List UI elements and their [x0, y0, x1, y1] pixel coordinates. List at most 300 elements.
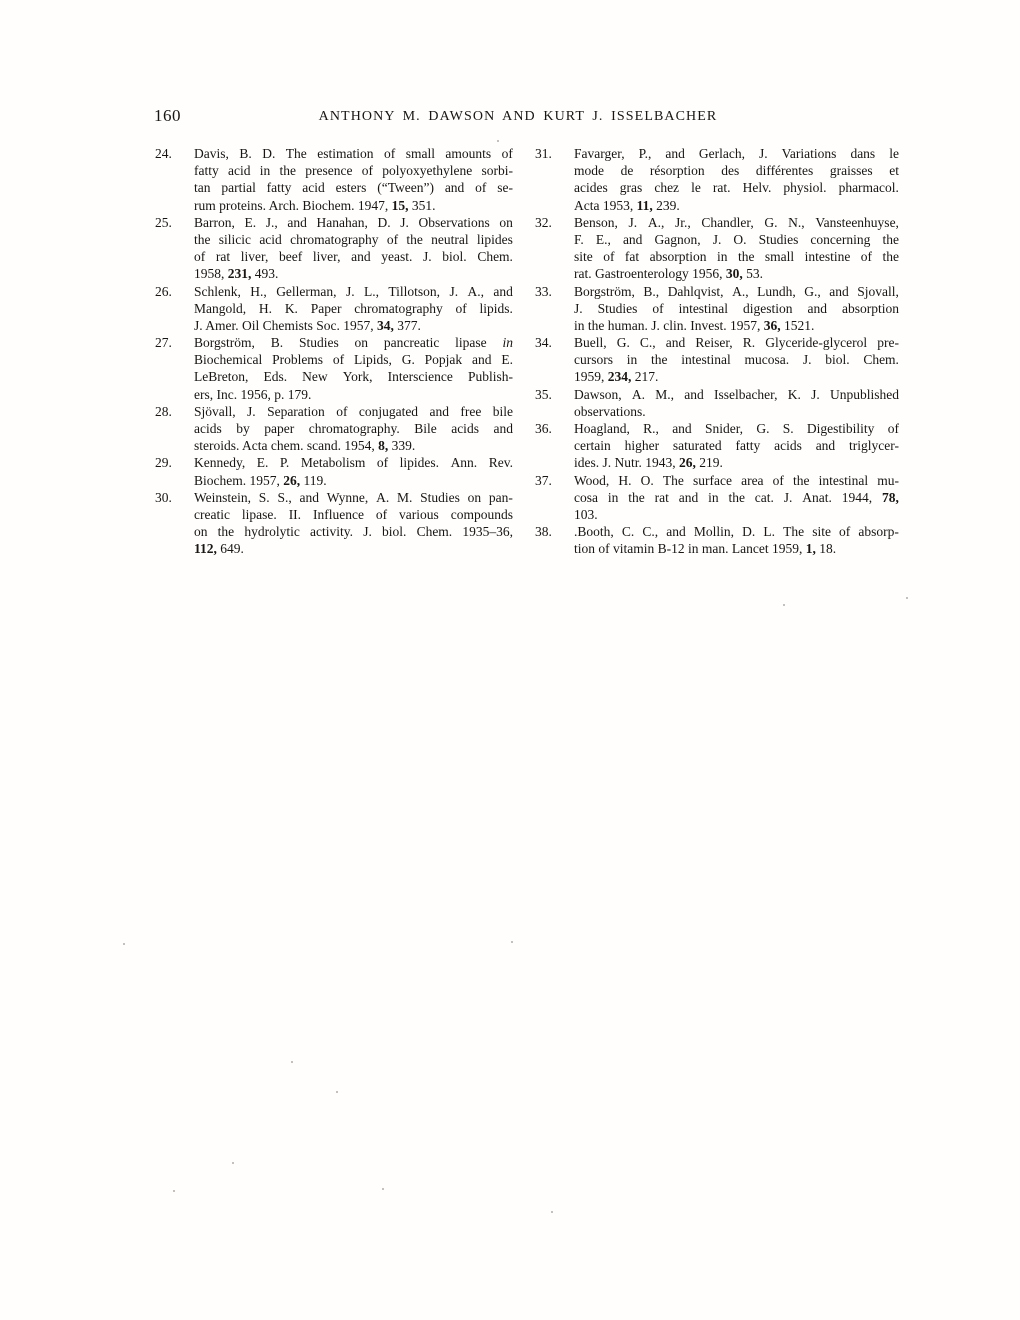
reference-text: certain [574, 438, 611, 454]
reference-entry [155, 283, 513, 335]
reference-text: (“Tween”) [377, 180, 434, 196]
reference-text: on [354, 335, 369, 351]
reference-text: N., [788, 214, 805, 230]
reference-line [574, 265, 899, 282]
reference-text: 119. [300, 472, 327, 488]
reference-text: A. [376, 489, 390, 505]
reference-text: absorp- [858, 524, 899, 540]
reference-line [574, 506, 899, 523]
reference-text: G. [764, 214, 778, 230]
scan-speck [906, 597, 908, 599]
reference-line [194, 523, 513, 540]
reference-text: digestion [743, 300, 793, 316]
reference-text: The [783, 524, 805, 540]
reference-number: 24. [155, 146, 172, 161]
reference-text: yeast. [381, 249, 413, 265]
reference-text: Benson, [574, 214, 618, 230]
reference-text: Eds. [263, 369, 288, 385]
reference-line [574, 214, 899, 231]
reference-text: fatty [735, 438, 761, 454]
reference-line [574, 420, 899, 437]
reference-text: Influence [312, 506, 364, 522]
reference-text: Hanahan, [316, 214, 368, 230]
reference-text: of [383, 146, 396, 161]
reference-text: of [772, 472, 784, 488]
reference-text: and [666, 524, 686, 540]
reference-text: partial [221, 180, 256, 196]
running-title: ANTHONY M. DAWSON AND KURT J. ISSELBACHER [318, 109, 718, 124]
reference-text: G., [804, 283, 821, 299]
reference-text: conjugated [358, 403, 419, 419]
reference-line [194, 489, 513, 506]
reference-text: of [332, 352, 345, 368]
reference-text: C. [621, 524, 635, 540]
reference-line [574, 145, 899, 162]
reference-text: Glyceride-glycerol [765, 335, 868, 351]
reference-line [194, 145, 513, 162]
reference-text: The [285, 146, 307, 161]
reference-text: lipides [476, 231, 513, 247]
reference-text: 78, [882, 489, 899, 505]
reference-text: des [721, 163, 740, 179]
reference-number: 33. [535, 283, 552, 299]
reference-line [194, 162, 513, 179]
reference-text: Schlenk, [194, 283, 241, 299]
reference-text: Publish- [467, 369, 513, 385]
reference-text: Biochem. 1957, [194, 472, 284, 488]
reference-text: H., [250, 283, 267, 299]
reference-text: silicic [218, 231, 252, 247]
reference-text: H. [618, 472, 632, 488]
scan-speck [551, 1211, 553, 1213]
reference-text: LeBreton, [194, 369, 249, 385]
reference-number: 36. [535, 421, 552, 436]
reference-number: 35. [535, 386, 552, 402]
reference-text: L. [763, 524, 775, 540]
reference-text: bile [492, 403, 513, 419]
reference-text: P. [279, 455, 290, 471]
scan-speck [291, 1061, 293, 1063]
reference-text: L., [364, 283, 379, 299]
scan-speck [497, 140, 499, 142]
reference-text: 239. [652, 197, 680, 213]
reference-line [574, 368, 899, 385]
reference-line [574, 523, 899, 540]
reference-text: Reiser, [695, 335, 733, 351]
reference-text: le [691, 180, 701, 196]
reference-text: acids [774, 438, 802, 454]
reference-number: 27. [155, 335, 172, 351]
reference-text: Helv. [742, 180, 772, 196]
reference-text: J. [400, 214, 409, 230]
reference-text: in the human. J. clin. Invest. 1957, [574, 317, 764, 333]
reference-text: 1935–36, [462, 524, 513, 540]
reference-line [574, 454, 899, 471]
reference-text: rat [215, 249, 231, 265]
reference-text: triglycer- [849, 438, 899, 454]
reference-text: of [475, 180, 487, 196]
reference-text: P., [638, 146, 652, 161]
reference-text: Borgström, [194, 335, 255, 351]
reference-text: tion of vitamin B-12 in man. Lancet 1959, [574, 541, 806, 557]
reference-text: observations. [574, 403, 646, 419]
reference-line [194, 454, 513, 471]
reference-entry [155, 334, 513, 403]
reference-text: Kennedy, [194, 455, 246, 471]
reference-text: Popjak [424, 352, 463, 368]
reference-text: Mangold, [194, 300, 247, 316]
reference-text: J. [811, 386, 820, 402]
reference-line [574, 386, 899, 403]
reference-text: 1, [805, 541, 816, 557]
reference-entry [535, 214, 899, 283]
reference-entry [155, 214, 513, 283]
reference-text: 231, [227, 266, 252, 282]
reference-text: neutral [431, 231, 469, 247]
reference-line [574, 248, 899, 265]
reference-text: Gerlach, [698, 146, 745, 161]
reference-text: II. [288, 506, 302, 522]
reference-text: J. [363, 524, 372, 540]
reference-text: and [672, 421, 692, 436]
reference-text: and [493, 283, 513, 299]
reference-text: Weinstein, [194, 489, 252, 505]
reference-entry [155, 489, 513, 558]
reference-text: absorption [649, 249, 707, 265]
reference-number: 31. [535, 146, 552, 161]
reference-text: of [839, 524, 851, 540]
reference-text: rat. Gastroenterology 1956, [574, 266, 726, 282]
reference-text: E. [244, 214, 257, 230]
scan-speck [382, 1188, 384, 1190]
reference-text: cat. [754, 489, 774, 505]
reference-text: 1521. [780, 317, 815, 333]
reference-text: beef [279, 249, 303, 265]
scan-speck [511, 941, 513, 943]
reference-text: Davis, [194, 146, 229, 161]
reference-text: J., [265, 214, 278, 230]
reference-line [574, 334, 899, 351]
reference-text: and [299, 489, 319, 505]
reference-text: D. [377, 214, 391, 230]
reference-text: A. [631, 386, 645, 402]
reference-text: 493. [251, 266, 279, 282]
reference-text: and [444, 180, 465, 196]
reference-text: biol. [442, 249, 467, 265]
reference-text: fatty [194, 163, 219, 179]
reference-text: Studies [597, 300, 638, 316]
reference-text: and [665, 335, 686, 351]
reference-text: Mollin, [693, 524, 734, 540]
reference-text: 219. [695, 455, 723, 471]
reference-text: acid [259, 231, 282, 247]
reference-text: liver, [240, 249, 269, 265]
reference-text: J. [423, 249, 432, 265]
reference-text: F. [574, 231, 584, 247]
reference-line [194, 386, 513, 403]
reference-text: esters [335, 180, 367, 196]
reference-line [194, 351, 513, 368]
reference-text: presence [305, 163, 353, 179]
reference-text: of [375, 506, 388, 522]
reference-text: Vansteenhuyse, [815, 214, 899, 230]
reference-text: rat. [712, 180, 731, 196]
reference-text: 339. [388, 438, 416, 454]
reference-text: creatic [194, 506, 230, 522]
reference-text: A., [647, 214, 665, 230]
reference-text: on [499, 214, 513, 230]
reference-text: and [815, 438, 836, 454]
reference-text: se- [497, 180, 513, 196]
reference-text: the [194, 231, 211, 247]
reference-text: New [302, 369, 328, 385]
reference-text: 1958, [194, 266, 228, 282]
reference-text: cursors [574, 352, 613, 368]
reference-text: Tillotson, [388, 283, 441, 299]
reference-text: D. [742, 524, 756, 540]
reference-text: biol. [382, 524, 407, 540]
reference-text: hydrolytic [244, 524, 300, 540]
reference-number: 28. [155, 403, 172, 419]
reference-text: of [603, 249, 615, 265]
reference-line [194, 179, 513, 196]
reference-text: lipase [455, 335, 487, 351]
reference-text: and [351, 249, 371, 265]
reference-text: of [386, 231, 399, 247]
reference-text: cosa [574, 489, 598, 505]
reference-text: liver, [312, 249, 341, 265]
reference-text: site [574, 249, 593, 265]
reference-text: of [194, 249, 206, 265]
reference-text: and [622, 231, 643, 247]
reference-line [194, 334, 513, 351]
reference-text: B., [643, 283, 660, 299]
reference-text: 26, [679, 455, 696, 471]
reference-text: H. [258, 300, 273, 316]
reference-text: by [236, 421, 250, 436]
reference-text: O. [733, 231, 747, 247]
reference-text: of [376, 455, 389, 471]
reference-text: graisses [829, 163, 873, 179]
reference-text: fatty [266, 180, 292, 196]
reference-text: and [665, 146, 685, 161]
reference-line [574, 179, 899, 196]
reference-line [194, 265, 513, 282]
page-number: 160 [154, 106, 181, 125]
reference-text: Wood, [574, 472, 610, 488]
reference-text: S., [277, 489, 292, 505]
reference-text: of [361, 163, 373, 179]
reference-text: Lundh, [757, 283, 796, 299]
reference-text: 11, [636, 197, 653, 213]
reference-text: Hoagland, [574, 421, 630, 436]
reference-number: 32. [535, 214, 552, 230]
reference-text: gras [619, 180, 643, 196]
reference-text: and [807, 300, 827, 316]
reference-entry [535, 334, 899, 386]
reference-text: in [607, 489, 619, 505]
reference-text: in [502, 335, 513, 351]
reference-text: mode [574, 163, 604, 179]
reference-text: B. [239, 146, 252, 161]
reference-text: K. [284, 300, 298, 316]
reference-text: O. [640, 472, 654, 488]
reference-text: Borgström, [574, 283, 635, 299]
reference-text: Chem. [863, 352, 899, 368]
reference-text: ides. J. Nutr. 1943, [574, 455, 680, 471]
reference-text: absorption [841, 300, 899, 316]
reference-text: 351. [408, 197, 436, 213]
reference-text: various [399, 506, 439, 522]
reference-text: and [429, 403, 449, 419]
reference-text: S. [258, 489, 270, 505]
reference-text: Separation [267, 403, 325, 419]
reference-text: intestinal [681, 352, 731, 368]
reference-text: de [620, 163, 634, 179]
reference-text: Jr., [674, 214, 691, 230]
reference-entry [535, 420, 899, 472]
reference-text: E., [595, 231, 611, 247]
reference-text: acids [194, 421, 222, 436]
reference-text: on [194, 524, 208, 540]
reference-line [574, 472, 899, 489]
reference-text: Biochemical [194, 352, 263, 368]
reference-text: K. [787, 386, 801, 402]
reference-text: acids [451, 421, 479, 436]
reference-text: Digestibility [806, 421, 875, 436]
reference-text: polyoxyethylene [382, 163, 473, 179]
reference-text: pan- [488, 489, 513, 505]
reference-text: J. [712, 231, 722, 247]
reference-text: 18. [815, 541, 837, 557]
reference-text: Acta 1953, [574, 197, 637, 213]
reference-text: in [717, 249, 728, 265]
reference-line [194, 420, 513, 437]
reference-text: the [737, 249, 755, 265]
reference-text: R., [643, 421, 659, 436]
reference-text: intestine [804, 249, 851, 265]
reference-text: intestinal [678, 300, 729, 316]
reference-line [194, 437, 513, 454]
reference-text: Ann. [450, 455, 478, 471]
reference-number: 26. [155, 283, 172, 299]
reference-text: G. [616, 335, 630, 351]
scan-speck [123, 943, 125, 945]
reference-text: site [812, 524, 831, 540]
reference-text: Lipids, [353, 352, 392, 368]
reference-text: the [728, 489, 745, 505]
reference-text: biol. [825, 352, 850, 368]
reference-entry [535, 386, 899, 420]
reference-text: concerning [810, 231, 871, 247]
reference-text: J. Amer. Oil Chemists Soc. 1957, [194, 317, 378, 333]
reference-entry [155, 145, 513, 214]
reference-text: in [626, 352, 638, 368]
reference-text: small [764, 249, 795, 265]
reference-text: the [882, 231, 899, 247]
reference-text: in [708, 489, 719, 505]
reference-text: .Booth, [574, 524, 614, 540]
reference-text: J. [759, 146, 768, 161]
reference-text: 234, [607, 369, 632, 385]
reference-entry [535, 472, 899, 524]
reference-text: ers, Inc. 1956, p. 179. [194, 386, 312, 402]
reference-text: chromatography. [308, 421, 400, 436]
reference-text: Studies [298, 335, 339, 351]
reference-line [194, 540, 513, 557]
reference-line [574, 403, 899, 420]
reference-text: and [493, 421, 513, 436]
reference-text: J. [574, 300, 583, 316]
reference-number: 38. [535, 524, 552, 540]
reference-text: pancreatic [383, 335, 440, 351]
reference-text: of [455, 300, 467, 316]
reference-entry [155, 403, 513, 455]
references-section [155, 145, 899, 558]
reference-text: the [406, 231, 423, 247]
reference-text: 649. [216, 541, 244, 557]
reference-text: Barron, [194, 214, 235, 230]
reference-text: et [889, 163, 899, 179]
reference-text: Anat. [802, 489, 832, 505]
reference-text: Unpublished [829, 386, 899, 402]
reference-text: acid [228, 163, 251, 179]
reference-text: Buell, [574, 335, 607, 351]
reference-text: E. [501, 352, 513, 368]
reference-number: 29. [155, 455, 172, 471]
reference-line [574, 489, 899, 506]
reference-entry [535, 523, 899, 557]
reference-text: the [628, 489, 645, 505]
reference-line [574, 317, 899, 334]
reference-text: activity. [310, 524, 354, 540]
reference-text: Gagnon, [654, 231, 701, 247]
reference-text: physiol. [783, 180, 827, 196]
reference-text: 8, [378, 438, 389, 454]
reference-entry [535, 283, 899, 335]
reference-text: 15, [391, 197, 409, 213]
reference-text: 1944, [841, 489, 873, 505]
reference-text: lipase. [241, 506, 277, 522]
reference-text: J. [783, 489, 793, 505]
reference-text: small [405, 146, 435, 161]
reference-text: in [259, 163, 271, 179]
reference-text: E. [256, 455, 269, 471]
reference-line [194, 317, 513, 334]
reference-number: 25. [155, 214, 172, 230]
references-column-right [535, 145, 899, 558]
reference-text: pre- [877, 335, 899, 351]
reference-text: and [472, 352, 492, 368]
reference-text: 26, [283, 472, 301, 488]
reference-text: Favarger, [574, 146, 625, 161]
reference-text: J. [449, 283, 459, 299]
reference-text: B. [270, 335, 284, 351]
reference-text: Wynne, [326, 489, 369, 505]
reference-text: compounds [450, 506, 513, 522]
reference-text: the [279, 163, 297, 179]
reference-text: 34, [377, 317, 394, 333]
reference-text: Rev. [488, 455, 513, 471]
reference-text: chromatography [290, 231, 379, 247]
reference-text: 377. [393, 317, 421, 333]
reference-text: A., [732, 283, 749, 299]
reference-text: 217. [631, 369, 659, 385]
reference-text: on [467, 489, 482, 505]
reference-text: chromatography [354, 300, 443, 316]
reference-line [194, 283, 513, 300]
reference-text: the [217, 524, 235, 540]
